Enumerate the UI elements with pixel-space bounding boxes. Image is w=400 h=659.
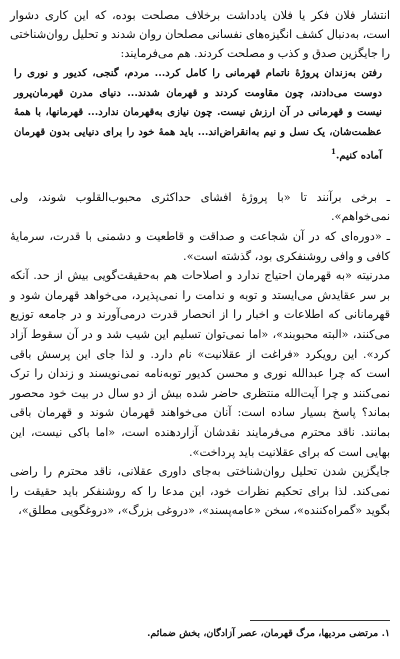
intro-paragraph: انتشار فلان فکر یا فلان یادداشت برخلاف مصلحت بوده، که این کاری دشوار است، به‌دنبال کشف انگیزه‌های نفسانی مصلحان روان شدند و تحلیل روان‌شناختی را جایگزین صدق و کذب و مصلحت کردند. هم می‌فرمایند:	[10, 9, 390, 60]
body-paragraph-3: مدرنیته «به قهرمان احتیاج ندارد و اصلاحات هم به‌حقیقت‌گویی بیش از حد. آنکه بر سر عقایدش می‌ایستد و توبه و ندامت را نمی‌پذیرد، می‌خواهد قهرمان شود و قهرمانانی که اطلاعات و اخبار را از انحصار قدرت درمی‌آورند و در جامعه توزیع می‌کنند، «البته محبوبند»، «اما نمی‌توان تسلیم این شیب شد و در آن سقوط آزاد کرد». این رویکرد «فراغت از عقلانیت» نام دارد. و لذا جای این پرسش باقی است که چرا عبدالله نوری و محسن کدیور توبه‌نامه نمی‌نویسند و زندان را ترک نمی‌کنند و چرا آیت‌الله منتظری حاضر شده بیش از دو سال در بیت خود محصور بماند؟ پاسخ بسیار ساده است: آنان می‌خواهند قهرمان شوند و قهرمان باقی بمانند. ناقد محترم می‌فرمایند نقدشان آزاردهنده است، «اما باکی نیست، این بهایی است که برای عقلانیت باید پرداخت».	[10, 269, 390, 459]
footnote-reference: 1	[330, 147, 336, 156]
footnote-divider	[250, 620, 390, 621]
block-quote	[14, 64, 382, 166]
block-quote-text: رفتن به‌زندان پروژهٔ ناتمام قهرمانی را کامل کرد... مردم، گنجی، کدیور و نوری را دوست می‌دادند، چون مقاومت کردند و قهرمان شدند... دنیای مدرن قهرمان‌پرور نیست و قهرمانی در آن ارزش نیست. چون نیازی به‌قهرمان ندارد... قهرمانها، با همهٔ عظمت‌شان، یک نسل و نیم به‌انقراض‌اند... باید همهٔ خود را برای دنیایی بدون قهرمان آماده کنیم.	[14, 67, 382, 162]
body-paragraph-2: ـ «دوره‌ای که در آن شجاعت و صداقت و قاطعیت و دشمنی با قدرت، سرمایهٔ کافی و وافی روشنفکری بود، گذشته است».	[10, 230, 390, 263]
footnote: ۱. مرتضی مردیها، مرگ قهرمان، عصر آزادگان، بخش ضمائم.	[147, 628, 390, 639]
body-paragraph-1: ـ برخی برآنند تا «با پروژهٔ افشای حداکثری محبوب‌القلوب شوند، ولی نمی‌خواهم».	[10, 190, 390, 224]
body-paragraph-4: جایگزین شدن تحلیل روان‌شناختی به‌جای داوری عقلانی، ناقد محترم را راضی نمی‌کند. لذا برای تحکیم نظرات خود، این مدعا را که روشنفکر باید حقیقت را بگوید «گمراه‌کننده»، سخن «عامه‌پسند»، «دروغی بزرگ»، «دروغگویی مطلق»،	[10, 465, 390, 518]
section-gap	[10, 166, 390, 188]
